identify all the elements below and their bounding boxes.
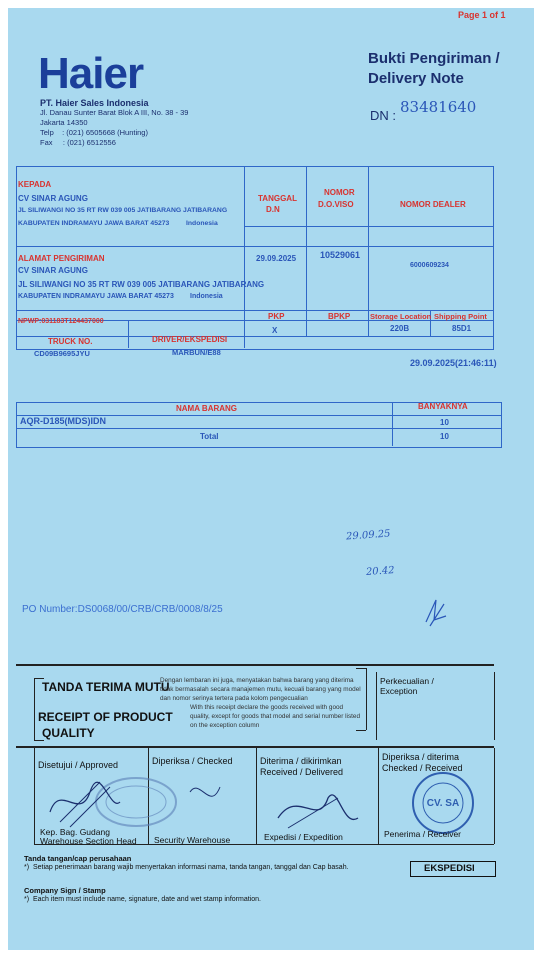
items-total-qty: 10 xyxy=(440,432,449,441)
handwritten-time: 20.42 xyxy=(365,565,395,578)
alamat-name: CV SINAR AGUNG xyxy=(18,266,88,275)
truck-value: CD09B9695JYU xyxy=(34,349,90,358)
exception-label: Perkecualian / xyxy=(380,676,434,686)
expedition-signature xyxy=(268,778,368,838)
sign-checked: Diperiksa / Checked xyxy=(152,756,233,766)
ekspedisi-label: EKSPEDISI xyxy=(424,863,475,874)
receiver-stamp-text: CV. SA xyxy=(426,798,460,809)
item-row-name: AQR-D185(MDS)IDN xyxy=(20,416,107,426)
sign-received-delivered-2: Received / Delivered xyxy=(260,767,344,777)
timestamp: 29.09.2025(21:46:11) xyxy=(410,358,497,368)
sign-bottom-1a: Kep. Bag. Gudang xyxy=(40,827,110,837)
receipt-title-1: TANDA TERIMA MUTU xyxy=(42,680,170,694)
alamat-label: ALAMAT PENGIRIMAN xyxy=(18,254,105,263)
shipping-label: Shipping Point xyxy=(434,312,487,321)
nomor-value: 10529061 xyxy=(320,250,361,260)
company-address-2: Jakarta 14350 xyxy=(40,118,88,127)
company-address-1: Jl. Danau Sunter Barat Blok A III, No. 38 - 39 xyxy=(40,108,189,117)
shipping-value: 85D1 xyxy=(452,324,472,333)
nomor-dealer-value: 6000609234 xyxy=(410,262,449,269)
nomor-label-2: D.O.VISO xyxy=(318,200,354,209)
sign-checked-received-1: Diperiksa / diterima xyxy=(382,752,460,762)
company-name: PT. Haier Sales Indonesia xyxy=(40,98,149,108)
sign-checked-received-2: Checked / Received xyxy=(382,763,463,773)
sign-bottom-4: Penerima / Receiver xyxy=(384,829,462,839)
dn-label: DN : xyxy=(370,108,396,123)
tanggal-label-2: D.N xyxy=(266,205,280,214)
company-telp: Telp : (021) 6505668 (Hunting) xyxy=(40,128,148,137)
item-row-qty: 10 xyxy=(440,418,449,427)
exception-label-2: Exception xyxy=(380,686,418,696)
receipt-text-id: Dengan lembaran ini juga, menyatakan bahwa barang yang diterima tidak bermasalah secara manajemen mutu, kecuali barang yang model dan nomor serinya tertera pada kolom pengecualian xyxy=(160,677,361,702)
receipt-title-3: QUALITY xyxy=(42,726,95,740)
alamat-country: Indonesia xyxy=(190,293,223,300)
receipt-text-en: With this receipt declare the goods received with good quality, except for goods that model and serial number listed on the exception column xyxy=(190,704,361,729)
tanggal-label-1: TANGGAL xyxy=(258,194,297,203)
notes-company-text: *) Each item must include name, signature, date and wet stamp information. xyxy=(24,896,261,903)
sign-bottom-3: Expedisi / Expedition xyxy=(264,832,343,842)
nomor-label-1: NOMOR xyxy=(324,188,355,197)
storage-label: Storage Location xyxy=(370,312,432,321)
sign-received-delivered-1: Diterima / dikirimkan xyxy=(260,756,342,766)
kepada-country: Indonesia xyxy=(186,220,218,227)
notes-tanda-text: *) Setiap penerimaan barang wajib menyertakan informasi nama, tanda tangan, tanggal dan Cap basah. xyxy=(24,864,349,871)
kepada-address-1: JL SILIWANGI NO 35 RT RW 039 005 JATIBARANG JATIBARANG xyxy=(18,207,228,214)
doc-title-1: Bukti Pengiriman / xyxy=(368,50,500,67)
page-label: Page 1 of 1 xyxy=(458,10,506,20)
receiver-stamp xyxy=(408,768,478,838)
sign-bottom-2: Security Warehouse xyxy=(154,835,231,845)
sign-approved: Disetujui / Approved xyxy=(38,760,119,770)
pkp-label: PKP xyxy=(268,312,285,321)
company-fax: Fax : (021) 6512556 xyxy=(40,138,116,147)
doc-title-2: Delivery Note xyxy=(368,70,464,87)
storage-value: 220B xyxy=(390,324,410,333)
kepada-address-2: KABUPATEN INDRAMAYU JAWA BARAT 45273 xyxy=(18,220,170,227)
driver-value: MARBUN/E88 xyxy=(172,348,221,357)
handwritten-date: 29.09.25 xyxy=(345,528,391,543)
npwp: NPWP:031183T124437000 xyxy=(18,318,104,325)
tanggal-value: 29.09.2025 xyxy=(256,254,297,263)
notes-tanda-label: Tanda tangan/cap perusahaan xyxy=(24,854,132,863)
haier-logo: Haier xyxy=(38,49,144,98)
receipt-title-2: RECEIPT OF PRODUCT xyxy=(38,710,173,724)
driver-label: DRIVER/EKSPEDISI xyxy=(152,335,228,344)
alamat-address-1: JL SILIWANGI NO 35 RT RW 039 005 JATIBARANG JATIBARANG xyxy=(18,280,265,289)
truck-label: TRUCK NO. xyxy=(48,337,93,346)
items-col-name: NAMA BARANG xyxy=(176,404,238,413)
kepada-name: CV SINAR AGUNG xyxy=(18,194,88,203)
bpkp-label: BPKP xyxy=(328,312,351,321)
pkp-value: X xyxy=(272,326,278,335)
sign-bottom-1b: Warehouse Section Head xyxy=(40,836,137,846)
po-number: PO Number:DS0068/00/CRB/CRB/0008/8/25 xyxy=(22,604,223,615)
alamat-address-2: KABUPATEN INDRAMAYU JAWA BARAT 45273 xyxy=(18,293,174,300)
items-col-qty: BANYAKNYA xyxy=(418,402,468,411)
items-total-label: Total xyxy=(200,432,219,441)
handwritten-initial xyxy=(420,596,450,632)
notes-company-label: Company Sign / Stamp xyxy=(24,886,106,895)
nomor-dealer-label: NOMOR DEALER xyxy=(400,200,466,209)
dn-number: 83481640 xyxy=(400,98,477,116)
kepada-label: KEPADA xyxy=(18,180,52,189)
